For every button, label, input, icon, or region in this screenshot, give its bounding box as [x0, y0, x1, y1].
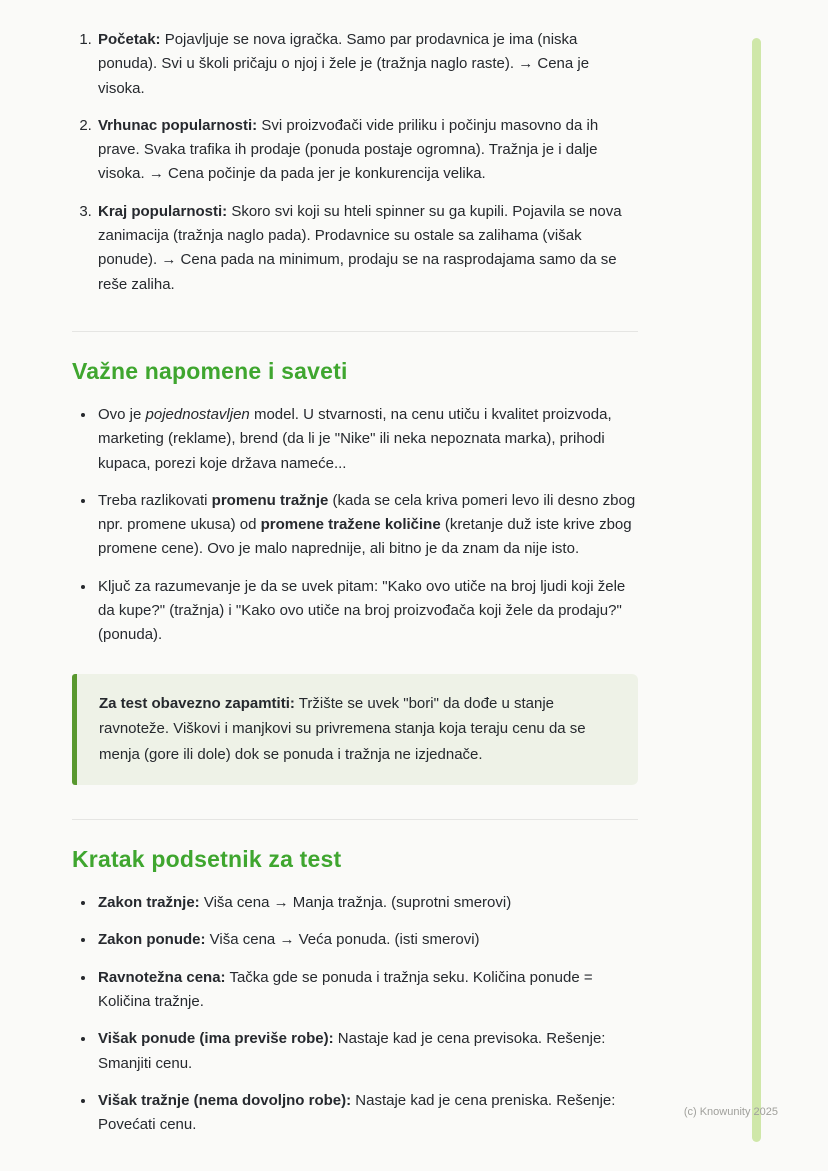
bullet-item: • Zakon ponude: Viša cena → Veća ponuda. (isti smerovi): [96, 928, 638, 952]
bullet-item: • Treba razlikovati promenu tražnje (kada se cela kriva pomeri levo ili desno zbog npr. promene ukusa) od promene tražene količine (kretanje duž iste krive zbog promene cene). Ovo je malo naprednije, ali bitno je da znam da nije isto.: [96, 489, 638, 562]
bullet-item: • Ravnotežna cena: Tačka gde se ponuda i tražnja seku. Količina ponude = Količina tražnje.: [96, 966, 638, 1015]
callout-box: [72, 674, 638, 785]
list-item: 1. Početak: Pojavljuje se nova igračka. Samo par prodavnica je ima (niska ponuda). Svi u školi pričaju o njoj i žele je (tražnja naglo raste). → Cena je visoka.: [96, 28, 638, 101]
bullet-item: • Ovo je pojednostavljen model. U stvarnosti, na cenu utiču i kvalitet proizvoda, marketing (reklame), brend (da li je "Nike" ili neka nepoznata marka), prihodi kupaca, porezi koje država nameće...: [96, 403, 638, 476]
bullet-item: • Ključ za razumevanje je da se uvek pitam: "Kako ovo utiče na broj ljudi koji žele da kupe?" (tražnja) i "Kako ovo utiče na broj proizvođača koji žele da prodaju?" (ponuda).: [96, 575, 638, 648]
list-item: 3. Kraj popularnosti: Skoro svi koji su hteli spinner su ga kupili. Pojavila se nova zanimacija (tražnja naglo pada). Prodavnice su ostale sa zalihama (višak ponude). → Cena pada na minimum, prodaju se na rasprodajama samo da se reše zaliha.: [96, 200, 638, 297]
bullet-item: • Višak tražnje (nema dovoljno robe): Nastaje kad je cena preniska. Rešenje: Povećati cenu.: [96, 1089, 638, 1138]
document-content: [72, 28, 638, 1137]
section-title-notes: Važne napomene i saveti: [72, 357, 348, 384]
intro-numbered-list: [72, 28, 638, 297]
page-edge-bar: [752, 38, 761, 1142]
watermark: (c) Knowunity 2025: [683, 1106, 778, 1118]
section-divider: [72, 331, 638, 332]
section-divider: [72, 819, 638, 820]
list-item: 2. Vrhunac popularnosti: Svi proizvođači vide priliku i počinju masovno da ih prave. Svaka trafika ih prodaje (ponuda postaje ogromna). Tražnja je i dalje visoka. → Cena počinje da pada jer je konkurencija velika.: [96, 114, 638, 187]
callout-text: Za test obavezno zapamtiti: Tržište se uvek "bori" da dođe u stanje ravnoteže. Viškovi i manjkovi su privremena stanja koja teraju cenu da se menja (gore ili dole) dok se ponuda i tražnja ne izjednače.: [99, 694, 586, 764]
section-title-reminder: Kratak podsetnik za test: [72, 846, 342, 873]
bullet-item: • Zakon tražnje: Viša cena → Manja tražnja. (suprotni smerovi): [96, 891, 638, 915]
notes-bullet-list: [72, 403, 638, 648]
reminder-bullet-list: [72, 891, 638, 1137]
bullet-item: • Višak ponude (ima previše robe): Nastaje kad je cena previsoka. Rešenje: Smanjiti cenu.: [96, 1027, 638, 1076]
